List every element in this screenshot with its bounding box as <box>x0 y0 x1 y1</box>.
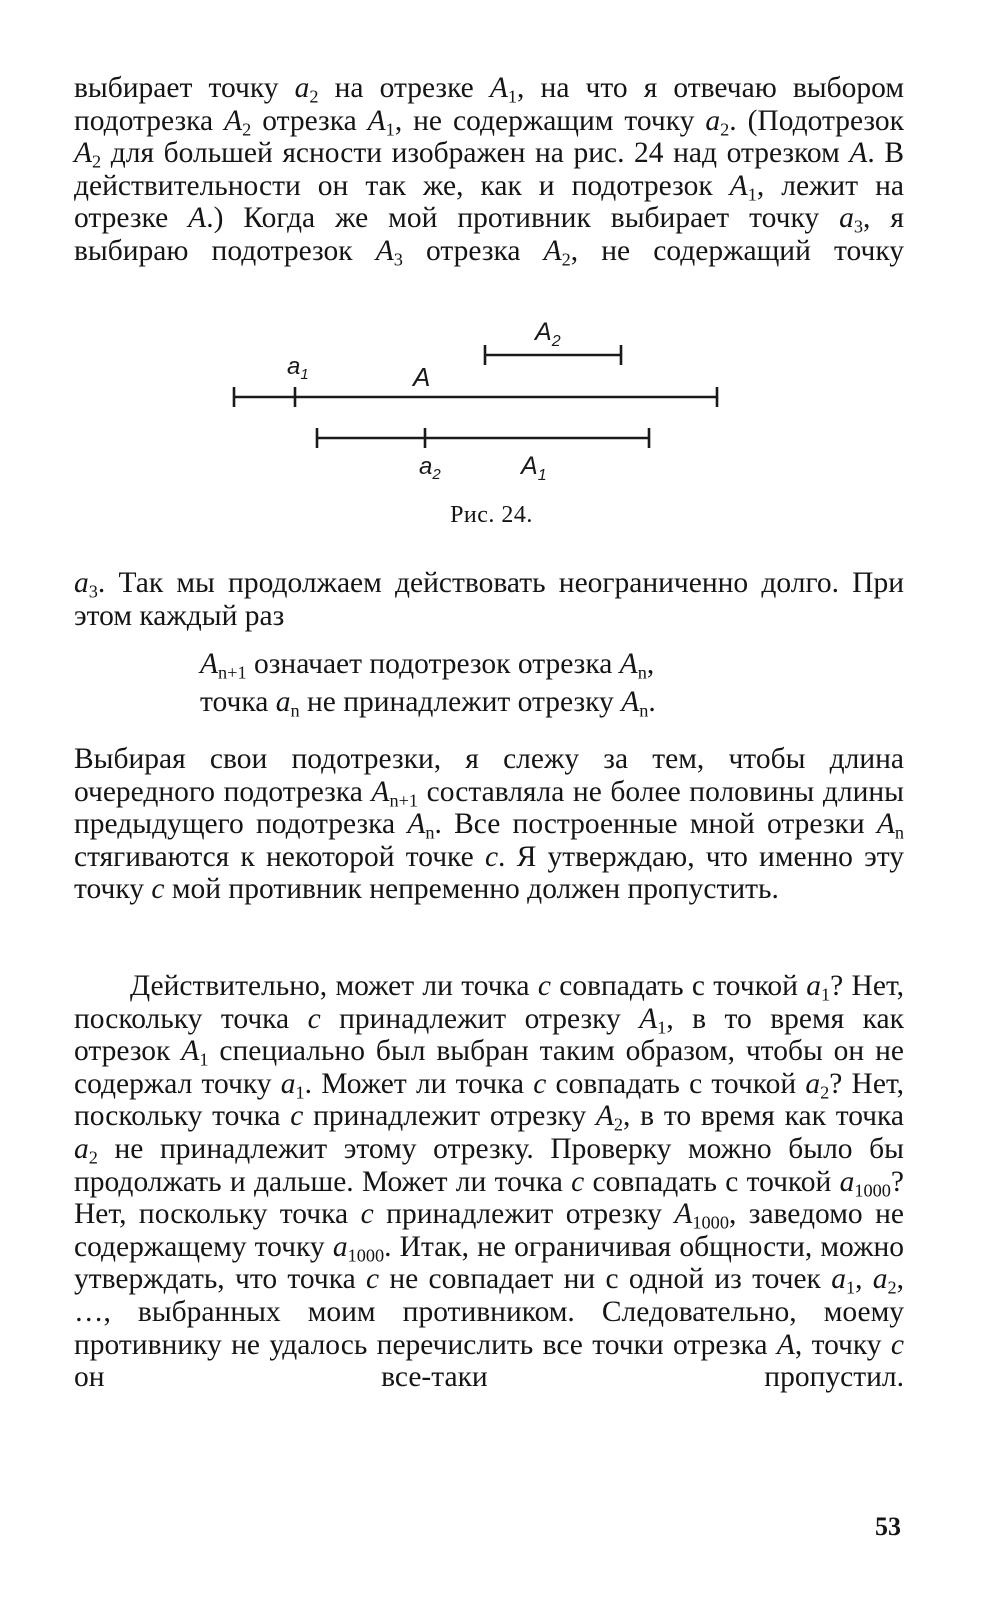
math-symbol: a <box>275 686 291 718</box>
math-symbol: A <box>543 234 562 267</box>
segments-diagram <box>225 300 735 500</box>
page-number: 53 <box>875 1512 901 1541</box>
math-symbol: a <box>839 1165 855 1198</box>
formula-line-1: $A_{n+1}$ означает подотрезок отрезка $A_n$, <box>200 648 655 683</box>
math-subscript: 1 <box>747 184 757 205</box>
figure-caption: Рис. 24. <box>450 502 533 528</box>
math-symbol: c <box>571 1165 585 1198</box>
math-subscript: 2 <box>613 1114 624 1135</box>
figure-24 <box>225 300 735 500</box>
math-symbol: c <box>365 1263 380 1296</box>
math-subscript: n <box>637 662 647 683</box>
math-subscript: 1000 <box>854 1180 891 1201</box>
formula-line-2: точка $a_n$ не принадлежит отрезку $A_n$. <box>200 686 656 721</box>
math-symbol: a <box>839 202 854 235</box>
math-symbol: c <box>484 840 499 873</box>
math-subscript: 1 <box>657 1017 667 1038</box>
math-symbol: A <box>200 648 219 680</box>
math-symbol: c <box>537 970 551 1002</box>
math-subscript: 1 <box>845 1277 856 1298</box>
math-symbol: a <box>805 1067 821 1100</box>
math-symbol: A <box>371 775 390 808</box>
math-symbol: A <box>489 72 508 104</box>
math-symbol: a <box>806 970 822 1002</box>
math-subscript: n+1 <box>218 662 247 683</box>
math-subscript: 2 <box>88 1147 98 1168</box>
math-subscript: 2 <box>309 86 319 107</box>
math-subscript: 2 <box>242 119 252 140</box>
label-A1: $A_1$ <box>521 452 547 484</box>
math-symbol: A <box>674 1198 693 1231</box>
label-a2: $a_2$ <box>419 453 441 483</box>
math-symbol: A <box>729 169 748 202</box>
math-subscript: 1 <box>199 1049 209 1070</box>
math-subscript: 1 <box>385 119 395 140</box>
math-symbol: A <box>407 808 426 841</box>
math-symbol: a <box>280 1067 296 1100</box>
math-subscript: 1 <box>507 86 518 107</box>
paragraph-1: выбирает точку $a_2$ на отрезке $A_1$, на что я отвечаю выбором подотрезка $A_2$ отрезка $A_1$, не содержащим точку $a_2$. (Подотрезок $A_2$ для большей ясности изображен на рис. 24 над отрезком A. В действительности он так же, как и подотрезок $A_1$, лежит на отрезке A.) Когда же мой противник выбирает точку $a_3$, я выбираю подотрезок $A_3$ отрезка $A_2$, не содержащий точку <box>74 72 904 270</box>
math-symbol: A <box>876 808 895 841</box>
math-symbol: A <box>595 1100 614 1133</box>
math-symbol: A <box>776 1328 795 1361</box>
math-subscript: 1000 <box>347 1245 385 1266</box>
math-symbol: A <box>621 686 640 718</box>
math-subscript: 3 <box>88 581 98 602</box>
paragraph-4: Действительно, может ли точка c совпадать с точкой $a_1$? Нет, поскольку точка c принадлежит отрезку $A_1$, в то время как отрезок $A_1$ специально был выбран таким образом, чтобы он не содержал точку $a_1$. Может ли точка c совпадать с точкой $a_2$? Нет, поскольку точка c принадлежит отрезку $A_2$, в то время как точка $a_2$ не принадлежит этому отрезку. Проверку можно было бы продолжать и дальше. Может ли точка c совпадать с точкой $a_{1000}$? Нет, поскольку точка c принадлежит отрезку $A_{1000}$, заведомо не содержащему точку $a_{1000}$. Итак, не ограничивая общности, можно утверждать, что точка c не совпадает ни с одной из точек $a_1$, $a_2$, …, выбранных моим противником. Следовательно, моему противнику не удалось перечислить все точки отрезка A, точку c он все-таки пропустил. <box>74 970 905 1394</box>
math-subscript: 2 <box>887 1277 897 1298</box>
math-subscript: 2 <box>720 119 730 140</box>
math-subscript: 1 <box>821 984 831 1005</box>
math-symbol: c <box>307 1002 321 1035</box>
math-symbol: A <box>619 648 638 680</box>
math-symbol: A <box>367 104 386 137</box>
math-subscript: 2 <box>820 1082 830 1103</box>
math-symbol: a <box>294 72 310 104</box>
math-subscript: n <box>894 822 904 843</box>
math-symbol: c <box>533 1067 547 1100</box>
math-symbol: a <box>74 1132 89 1165</box>
math-symbol: A <box>188 202 207 235</box>
paragraph-2: $a_3$. Так мы продолжаем действовать неограниченно долго. При этом каждый раз <box>74 567 904 632</box>
math-symbol: a <box>74 567 89 599</box>
math-subscript: 1 <box>295 1082 305 1103</box>
math-subscript: 3 <box>393 249 403 270</box>
math-symbol: a <box>705 104 721 137</box>
paragraph-3: Выбирая свои подотрезки, я слежу за тем, чтобы длина очередного подотрезка $A_{n+1}$ составляла не более половины длины предыдущего подотрезка $A_n$. Все построенные мной отрезки $A_n$ стягиваются к некоторой точке c. Я утверждаю, что именно эту точку c мой противник непременно должен пропустить. <box>74 743 904 906</box>
math-symbol: a <box>872 1263 888 1296</box>
label-A: A <box>413 362 431 392</box>
math-symbol: A <box>224 104 243 137</box>
math-symbol: c <box>290 1100 304 1133</box>
math-subscript: 2 <box>92 151 102 172</box>
math-symbol: A <box>849 137 868 170</box>
math-subscript: 2 <box>561 249 571 270</box>
math-symbol: A <box>74 137 93 170</box>
math-subscript: n <box>639 700 649 721</box>
math-symbol: A <box>375 234 394 267</box>
math-symbol: A <box>181 1035 200 1068</box>
math-symbol: c <box>890 1328 904 1361</box>
label-a1: $a_1$ <box>287 353 309 383</box>
math-symbol: a <box>332 1230 348 1263</box>
math-symbol: a <box>831 1263 846 1296</box>
label-A2: $A_2$ <box>535 318 561 350</box>
math-subscript: n <box>290 700 300 721</box>
math-subscript: n <box>425 822 435 843</box>
math-symbol: A <box>639 1002 658 1035</box>
math-subscript: 3 <box>853 216 864 237</box>
math-subscript: 1000 <box>692 1212 729 1233</box>
math-subscript: n+1 <box>389 790 419 811</box>
math-symbol: c <box>151 873 165 906</box>
math-symbol: c <box>360 1198 374 1231</box>
